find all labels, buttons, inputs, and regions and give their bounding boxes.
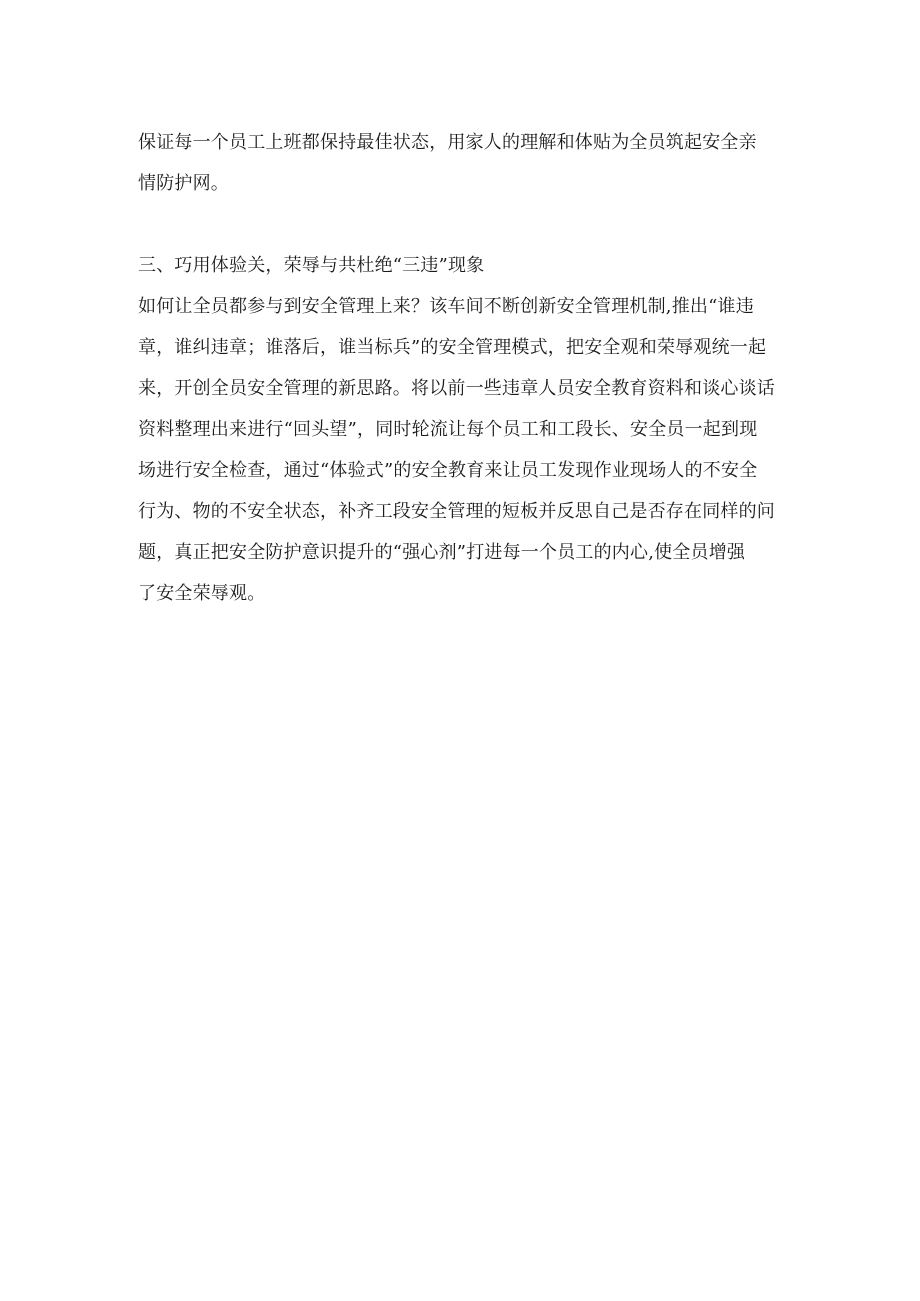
section-heading-text: 三、巧用体验关，荣辱与共杜绝“三违”现象 — [138, 255, 485, 276]
section-heading — [138, 245, 788, 286]
paragraph-line: 资料整理出来进行“回头望”，同时轮流让每个员工和工段长、安全员一起到现 — [138, 419, 758, 440]
paragraph-line: 行为、物的不安全状态，补齐工段安全管理的短板并反思自己是否存在同样的问 — [138, 501, 775, 522]
paragraph-line: 了安全荣辱观。 — [138, 583, 266, 604]
paragraph-line: 章，谁纠违章；谁落后，谁当标兵”的安全管理模式，把安全观和荣辱观统一起 — [138, 337, 767, 358]
paragraph-line: 情防护网。 — [138, 173, 229, 194]
continuation-paragraph — [138, 122, 788, 204]
paragraph-line: 如何让全员都参与到安全管理上来？该车间不断创新安全管理机制,推出“谁违 — [138, 296, 754, 317]
body-paragraph — [138, 286, 788, 614]
paragraph-line: 题，真正把安全防护意识提升的“强心剂”打进每一个员工的内心,使全员增强 — [138, 542, 746, 563]
paragraph-line: 来，开创全员安全管理的新思路。将以前一些违章人员安全教育资料和谈心谈话 — [138, 378, 775, 399]
paragraph-line: 场进行安全检查，通过“体验式”的安全教育来让员工发现作业现场人的不安全 — [138, 460, 758, 481]
paragraph-line: 保证每一个员工上班都保持最佳状态，用家人的理解和体贴为全员筑起安全亲 — [138, 132, 757, 153]
